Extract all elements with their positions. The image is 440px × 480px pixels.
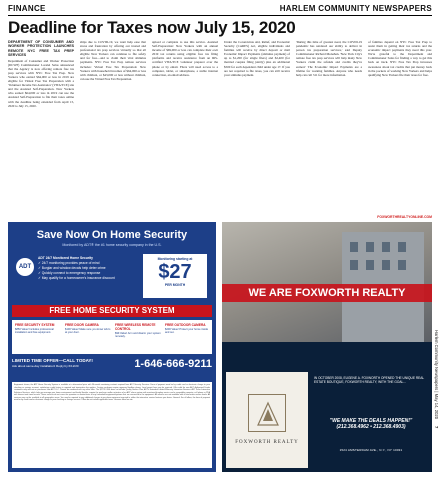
foxworth-slogan: [314, 418, 428, 430]
adt-subtitle: Monitored by ADT® the #1 home security company in the U.S.: [62, 243, 162, 247]
article-paragraph: Under the Coronavirus Aid, Relief, and Economic Security (CARES) Act, eligible individuals and families will receive by direct deposit or mail Economic Impact Payments (stimulus payment) of up to $1,200 (for single filers) and $2,400 (for married couples filing jointly) plus an additional $500 for each dependent child under age 17. If you are not required to file taxes, you can still receive your stimulus payment.: [224, 40, 290, 77]
foxworth-phones[interactable]: (212.368.4962 • 212.368.4903): [336, 424, 406, 430]
article-paragraph: of families depend on NYC Free Tax Prep to assist them in getting their tax returns and the economic impact payments they need this year. We're grateful to the Department and Commissioner Salas for finding a way to get this back on track. NYC Free Tax Prep increases awareness about tax credits that put money back in the pockets of working New Yorkers and helps qualifying New Yorkers file their taxes for free.: [368, 40, 432, 77]
adt-price-term: PER MONTH: [164, 283, 186, 287]
adt-bullet: ✓ Burglar and window decals help deter crime: [38, 266, 106, 270]
page-sidebar: [434, 330, 439, 429]
article-column-5: [296, 40, 362, 212]
article-column-6: [368, 40, 432, 212]
page-header: [8, 4, 432, 16]
adt-bullets-heading: ADT 24/7 Monitored Home Security: [38, 256, 93, 260]
section-label: FINANCE: [8, 4, 46, 13]
foxworth-logo-panel: [226, 372, 308, 468]
adt-title: Save Now On Home Security: [36, 229, 188, 241]
adt-bullet: ✓ Quickly connect to emergency response: [38, 271, 101, 275]
foxworth-logo-text: FOXWORTH REALTY: [235, 440, 299, 445]
article-paragraph: upload or complete to use this service. Assisted Self-Preparation: New Yorkers with an annual income of $69,000 or less can complete their own 2019 tax returns using eligible free tax filing platforms and receive assistance from an IRS-certified VITA/TCE volunteer preparer over the phone or by email. Filers will need access to a computer, tablet, or smartphone, a stable internet connection, an email address.: [152, 40, 218, 77]
free-item: FREE SECURITY SYSTEM $850 Value! Includes professional installation and free equipment.: [15, 323, 55, 335]
free-item: FREE OUTDOOR CAMERA $200 Value! Protect your home inside and out.: [165, 323, 209, 335]
free-system-banner: FREE HOME SECURITY SYSTEM: [12, 305, 212, 317]
foxworth-quote: "WE MAKE THE DEALS HAPPEN!": [329, 418, 413, 424]
adt-phone-number[interactable]: 1-646-666-9211: [134, 358, 212, 370]
article-headline: Deadline for Taxes now July 15, 2020: [8, 18, 296, 37]
adt-logo: ADT: [16, 258, 34, 276]
adt-price: $27: [158, 261, 192, 283]
foxworth-body: IN OCTOBER 2008, EUGENE A. FOXWORTH OPENED THE UNIQUE REAL ESTATE BOUTIQUE, FOXWORTH REALTY, WITH THE GOAL...: [314, 376, 425, 385]
article-paragraph: 'During this time of greatest need, the COVID-19 pandemic has rendered our ability to deliver in person tax preparation services,' said Deputy Commissioner Richard Monahan. 'New York City's remote free tax prep services will help many New Yorkers claim the refunds and credits they've earned.' The Economic Impact Payments are a lifeline for working families. Anyone who needs help can call 311 for more information.: [296, 40, 362, 77]
publication-name: HARLEM COMMUNITY NEWSPAPERS: [279, 4, 432, 13]
adt-price-label: Monitoring starting at: [157, 257, 193, 261]
adt-bullet: ✓ May qualify for a homeowner's insurance discount: [38, 276, 115, 280]
adt-bullet-list: [38, 256, 138, 281]
article-kicker: DEPARTMENT OF CONSUMER AND WORKER PROTECTION LAUNCHES REMOTE NYC FREE TAX PREP SERVICES: [8, 40, 74, 58]
foxworth-address: 1524 AMSTERDAM AVE., N.Y., NY 10031: [339, 448, 403, 452]
foxworth-logo-icon: [248, 394, 286, 432]
sidebar-issue: Harlem Community Newspapers | May 14, 2020: [434, 330, 439, 420]
adt-price-box: [143, 254, 207, 298]
page-number: 7: [434, 426, 439, 429]
article-column-2: [80, 40, 146, 218]
adt-fine-print: Equipment shown, the ADT Home Security System is available at a discounted price with 36-month monitoring contract required from ADT Security Services. Form of payment must be by credit card or electronic charge to your checking or savings account, satisfactory credit history is required and termination fee applies. Certain packages require approved landline phone. Local permit fees may be required. Offer valid for new ADT Authorized Dealer customers only and not on purchases from ADT LLC. Cannot be combined with any other offer. The $27.99 Offer does not include Quality Service Plan, ADT's Extended Limited Warranty. Interactive Services: ADT Pulse Interactive Solutions Services, which help you manage your home environment and family lifestyle, require the purchase and/or activation of an ADT alarm system with monitored burglary service and a compatible computer, cell phone or PDA with Internet and email access. These services do not cover the operation or maintenance of any household equipment/systems that are connected to the equipment. All services are not available with all interactive service levels. All services may not be available in all geographic areas. You may be required to pay additional charges to purchase equipment required to utilize the interactive service features you desire. General: For all offers, the form of payment must be by credit card or electronic charge to your checking or savings account. Offers do not include applicable taxes. Licenses listed on site.: [12, 382, 212, 468]
free-item: FREE WIRELESS REMOTE CONTROL $99 Value! Arm and disarm your system remotely.: [115, 323, 161, 339]
article-paragraph: ships due to COVID-19, we want help ease that stress and frustration by offering our trusted and professional tax prep services virtually so that all eligible New Yorkers can continue to file safely and for free—and to claim their vital stimulus payments. NYC Free Tax Prep remote services includes: Virtual Free Tax Preparation: New Yorkers with household incomes of $64,000 or less with children, or $43,000 or less without children, can use the Virtual Free Tax Preparation.: [80, 40, 146, 81]
adt-offer-heading: LIMITED TIME OFFER—CALL TODAY!: [12, 358, 93, 363]
article-paragraph: Department of Consumer and Worker Protection (DCWP) Commissioner Lorelei Salas announced that the Agency is now offering remote free tax prep services with NYC Free Tax Prep. New Yorkers who earned $64,000 or less in 2019 are eligible for Virtual Free Tax Preparation with a 'Volunteer Income Tax Assistance' (VITA/TCE) site and the Assisted Self-Preparation. New Yorkers who earned $64,000 or less in 2019 can use the Assisted Self-Preparation to file their taxes online with the deadline being extended from April 15, 2020 to July 15, 2020.: [8, 58, 74, 108]
foxworth-photo: [222, 222, 432, 342]
adt-bullet: ✓ 24/7 monitoring provides peace of mind: [38, 261, 100, 265]
article-column-3: [152, 40, 218, 218]
foxworth-advertisement: [222, 222, 432, 472]
adt-advertisement: [8, 222, 216, 472]
article-column-4: [224, 40, 290, 218]
adt-offer-sub: Ask about same-day installation! Reply by 6/12/20: [12, 364, 79, 368]
foxworth-website-link[interactable]: FOXWORTHREALTYONLINE.COM: [377, 215, 432, 219]
article-column-1: [8, 40, 74, 218]
free-item: FREE DOOR CAMERA $100 Value! Make sure you know who's at your door.: [65, 323, 111, 335]
foxworth-headline: WE ARE FOXWORTH REALTY: [222, 284, 432, 302]
free-items-box: [12, 320, 212, 354]
